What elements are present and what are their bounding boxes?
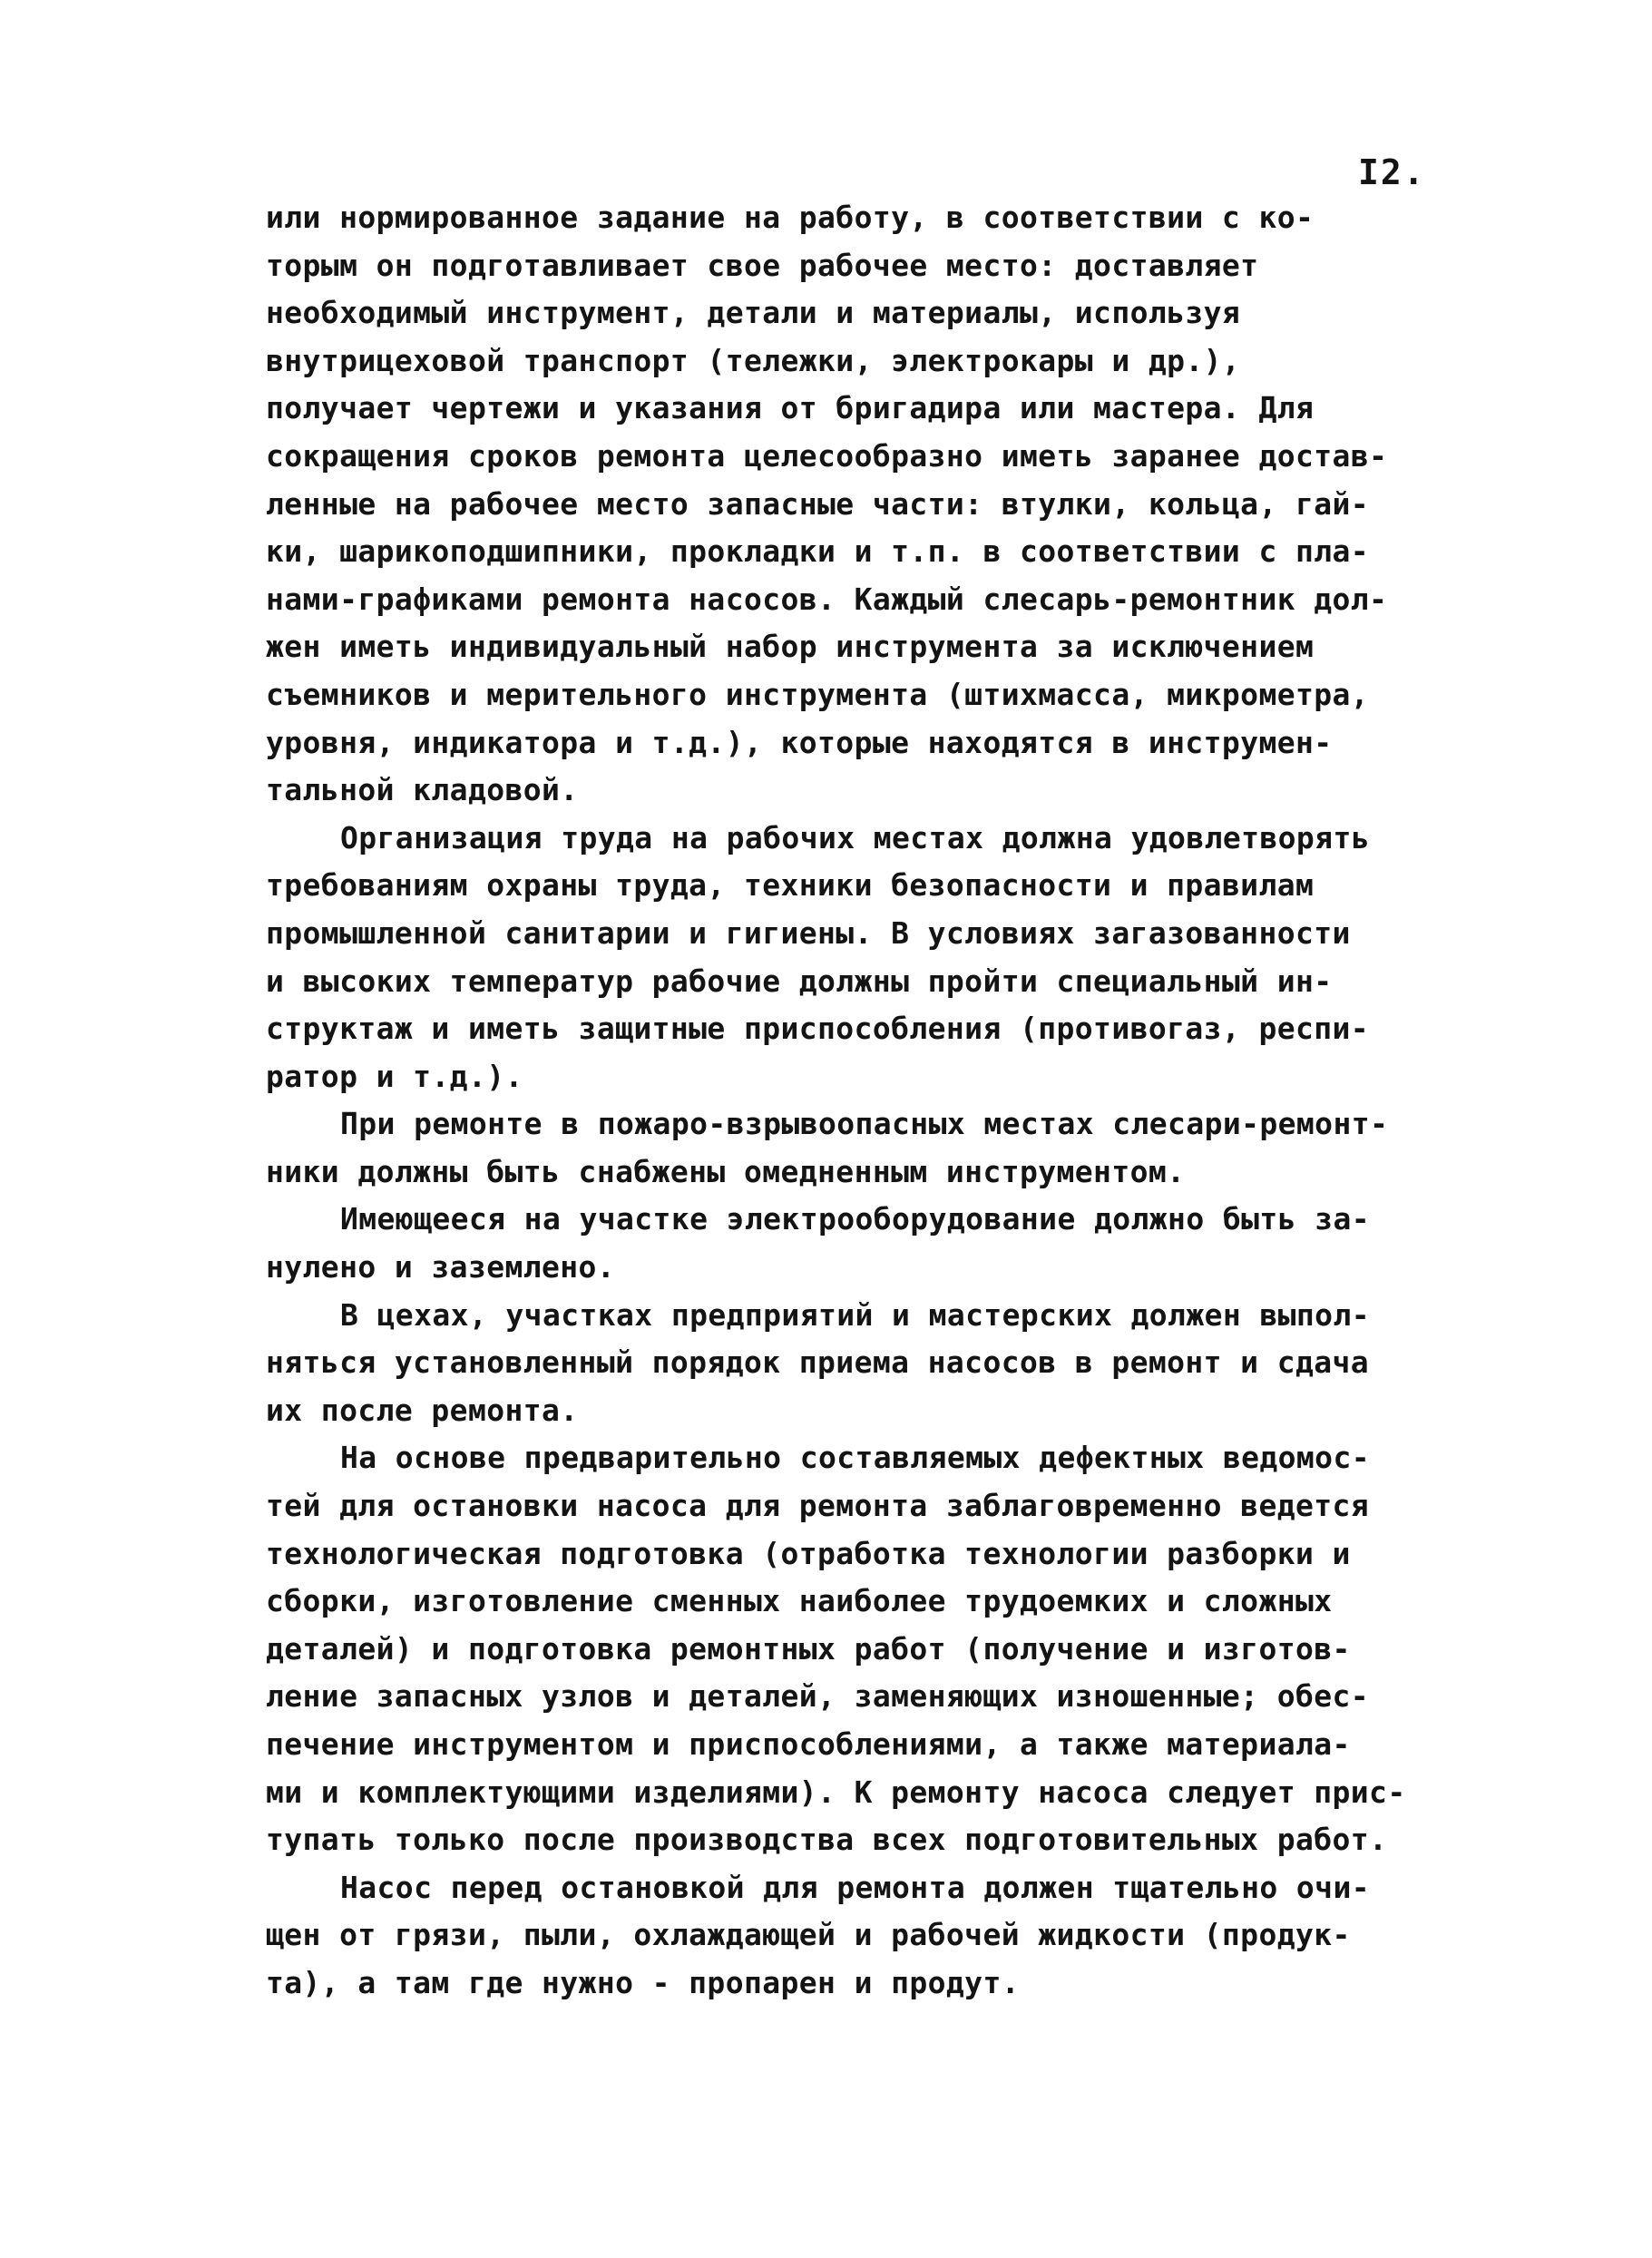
text-line: ки, шарикоподшипники, прокладки и т.п. в соответствии с пла- — [266, 533, 1370, 570]
paragraph — [266, 194, 1554, 815]
body-text — [266, 194, 1554, 2008]
text-line: При ремонте в пожаро-взрывоопасных местах слесари-ремонт- — [340, 1106, 1389, 1142]
text-line: ники должны быть снабжены омедненным инструментом. — [266, 1153, 1186, 1189]
text-line: В цехах, участках предприятий и мастерских должен выпол- — [340, 1296, 1370, 1333]
text-line: промышленной санитарии и гигиены. В условиях загазованности — [266, 914, 1351, 951]
paragraph — [266, 1434, 1554, 1863]
text-line: деталей) и подготовка ремонтных работ (получение и изготов- — [266, 1630, 1351, 1667]
text-line: уровня, индикатора и т.д.), которые находятся в инструмен- — [266, 724, 1333, 760]
page-number: I2. — [1358, 152, 1426, 192]
paragraph — [266, 815, 1554, 1101]
text-line: ление запасных узлов и деталей, заменяющих изношенные; обес- — [266, 1678, 1370, 1715]
text-line: внутрицеховой транспорт (тележки, электрокары и др.), — [266, 342, 1241, 378]
text-line: Организация труда на рабочих местах должна удовлетворять — [340, 819, 1370, 855]
text-line: печение инструментом и приспособлениями, а также материала- — [266, 1726, 1351, 1762]
text-line: сборки, изготовление сменных наиболее трудоемких и сложных — [266, 1583, 1333, 1619]
text-line: структаж и иметь защитные приспособления (противогаз, респи- — [266, 1011, 1370, 1047]
text-line: и высоких температур рабочие должны пройти специальный ин- — [266, 963, 1333, 999]
text-line: технологическая подготовка (отработка технологии разборки и — [266, 1535, 1351, 1571]
text-line: тей для остановки насоса для ремонта заблаговременно ведется — [266, 1488, 1370, 1524]
text-line: нами-графиками ремонта насосов. Каждый слесарь-ремонтник дол- — [266, 581, 1388, 617]
text-line: сокращения сроков ремонта целесообразно иметь заранее достав- — [266, 437, 1388, 474]
text-line: тальной кладовой. — [266, 772, 579, 808]
text-line: няться установленный порядок приема насосов в ремонт и сдача — [266, 1344, 1370, 1381]
paragraph — [266, 1292, 1554, 1435]
text-line: их после ремонта. — [266, 1392, 579, 1428]
text-line: получает чертежи и указания от бригадира или мастера. Для — [266, 390, 1315, 426]
text-line: Насос перед остановкой для ремонта должен тщательно очи- — [340, 1869, 1370, 1905]
text-line: та), а там где нужно - пропарен и продут. — [266, 1964, 1020, 2000]
text-line: ми и комплектующими изделиями). К ремонту насоса следует прис- — [266, 1774, 1406, 1810]
text-line: требованиям охраны труда, техники безопасности и правилам — [266, 867, 1315, 904]
text-line: ратор и т.д.). — [266, 1058, 523, 1094]
text-line: На основе предварительно составляемых дефектных ведомос- — [340, 1440, 1370, 1476]
paragraph — [266, 1196, 1554, 1291]
text-line: щен от грязи, пыли, охлаждающей и рабочей жидкости (продук- — [266, 1917, 1351, 1953]
text-line: жен иметь индивидуальный набор инструмента за исключением — [266, 629, 1315, 665]
text-line: ленные на рабочее место запасные части: втулки, кольца, гай- — [266, 485, 1370, 522]
text-line: или нормированное задание на работу, в соответствии с ко- — [266, 200, 1315, 235]
text-line: нулено и заземлено. — [266, 1249, 616, 1285]
paragraph — [266, 1100, 1554, 1196]
text-line: тупать только после производства всех подготовительных работ. — [266, 1822, 1388, 1858]
text-line: Имеющееся на участке электрооборудование должно быть за- — [340, 1201, 1370, 1237]
paragraph — [266, 1864, 1554, 2008]
text-line: торым он подготавливает свое рабочее место: доставляет — [266, 247, 1259, 283]
text-line: необходимый инструмент, детали и материалы, используя — [266, 295, 1241, 331]
text-line: съемников и мерительного инструмента (штихмасса, микрометра, — [266, 676, 1370, 712]
